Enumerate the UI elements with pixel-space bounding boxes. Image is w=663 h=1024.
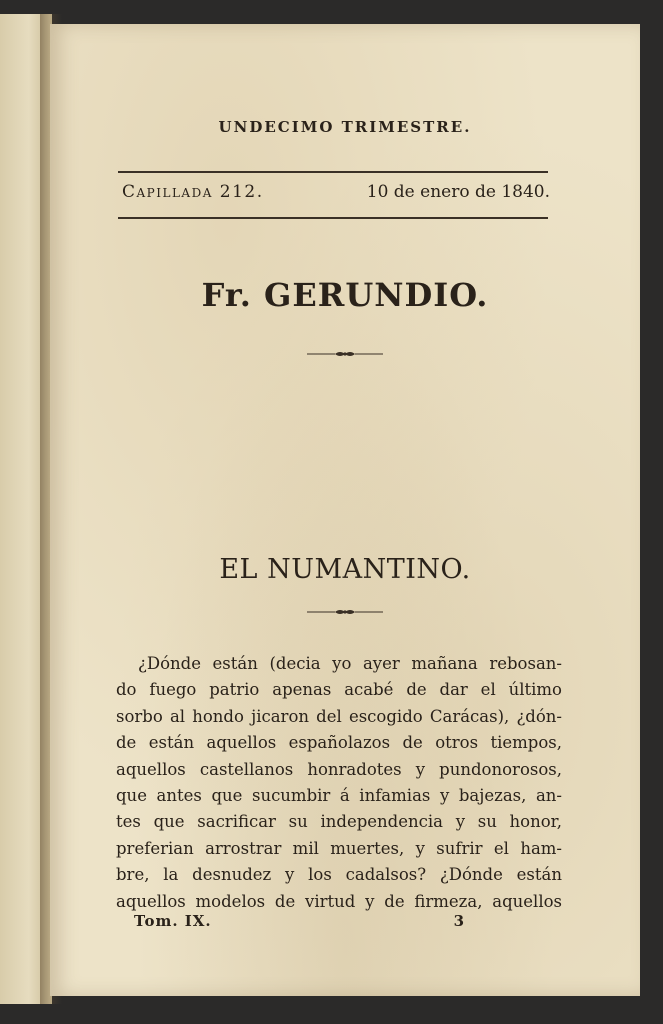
dateline <box>122 182 550 202</box>
fleuron-rule-icon <box>50 602 640 621</box>
body-line: bre, la desnudez y los cadalsos? ¿Dónde están <box>116 865 562 885</box>
body-line: preferian arrostrar mil muertes, y sufrir el ham- <box>116 838 562 858</box>
article-body <box>116 651 562 915</box>
body-line: de están aquellos españolazos de otros tiempos, <box>116 733 562 753</box>
fleuron-rule-icon <box>50 344 640 363</box>
body-line: do fuego patrio apenas acabé de dar el último <box>116 680 562 700</box>
header-rule-top <box>118 171 548 173</box>
body-line: ¿Dónde están (decia yo ayer mañana rebosan- <box>138 654 562 673</box>
volume-label: Tom. IX. <box>134 912 212 930</box>
header-rule-bottom <box>118 217 548 219</box>
book-page <box>50 24 640 996</box>
section-label: UNDECIMO TRIMESTRE. <box>218 118 472 136</box>
body-line: sorbo al hondo jicaron del escogido Carácas), ¿dón- <box>116 706 562 726</box>
page-footer <box>134 912 464 930</box>
body-line: tes que sacrificar su independencia y su honor, <box>116 812 562 832</box>
signature-mark: 3 <box>453 912 464 930</box>
issue-number: Capillada 212. <box>122 182 264 202</box>
publication-title: Fr. GERUNDIO. <box>201 276 489 314</box>
body-line: aquellos castellanos honradotes y pundonorosos, <box>116 759 562 779</box>
issue-date: 10 de enero de 1840. <box>366 182 550 202</box>
body-line: aquellos modelos de virtud y de firmeza, aquellos <box>116 891 562 911</box>
body-line: que antes que sucumbir á infamias y bajezas, an- <box>116 786 562 806</box>
article-title: EL NUMANTINO. <box>219 554 471 585</box>
